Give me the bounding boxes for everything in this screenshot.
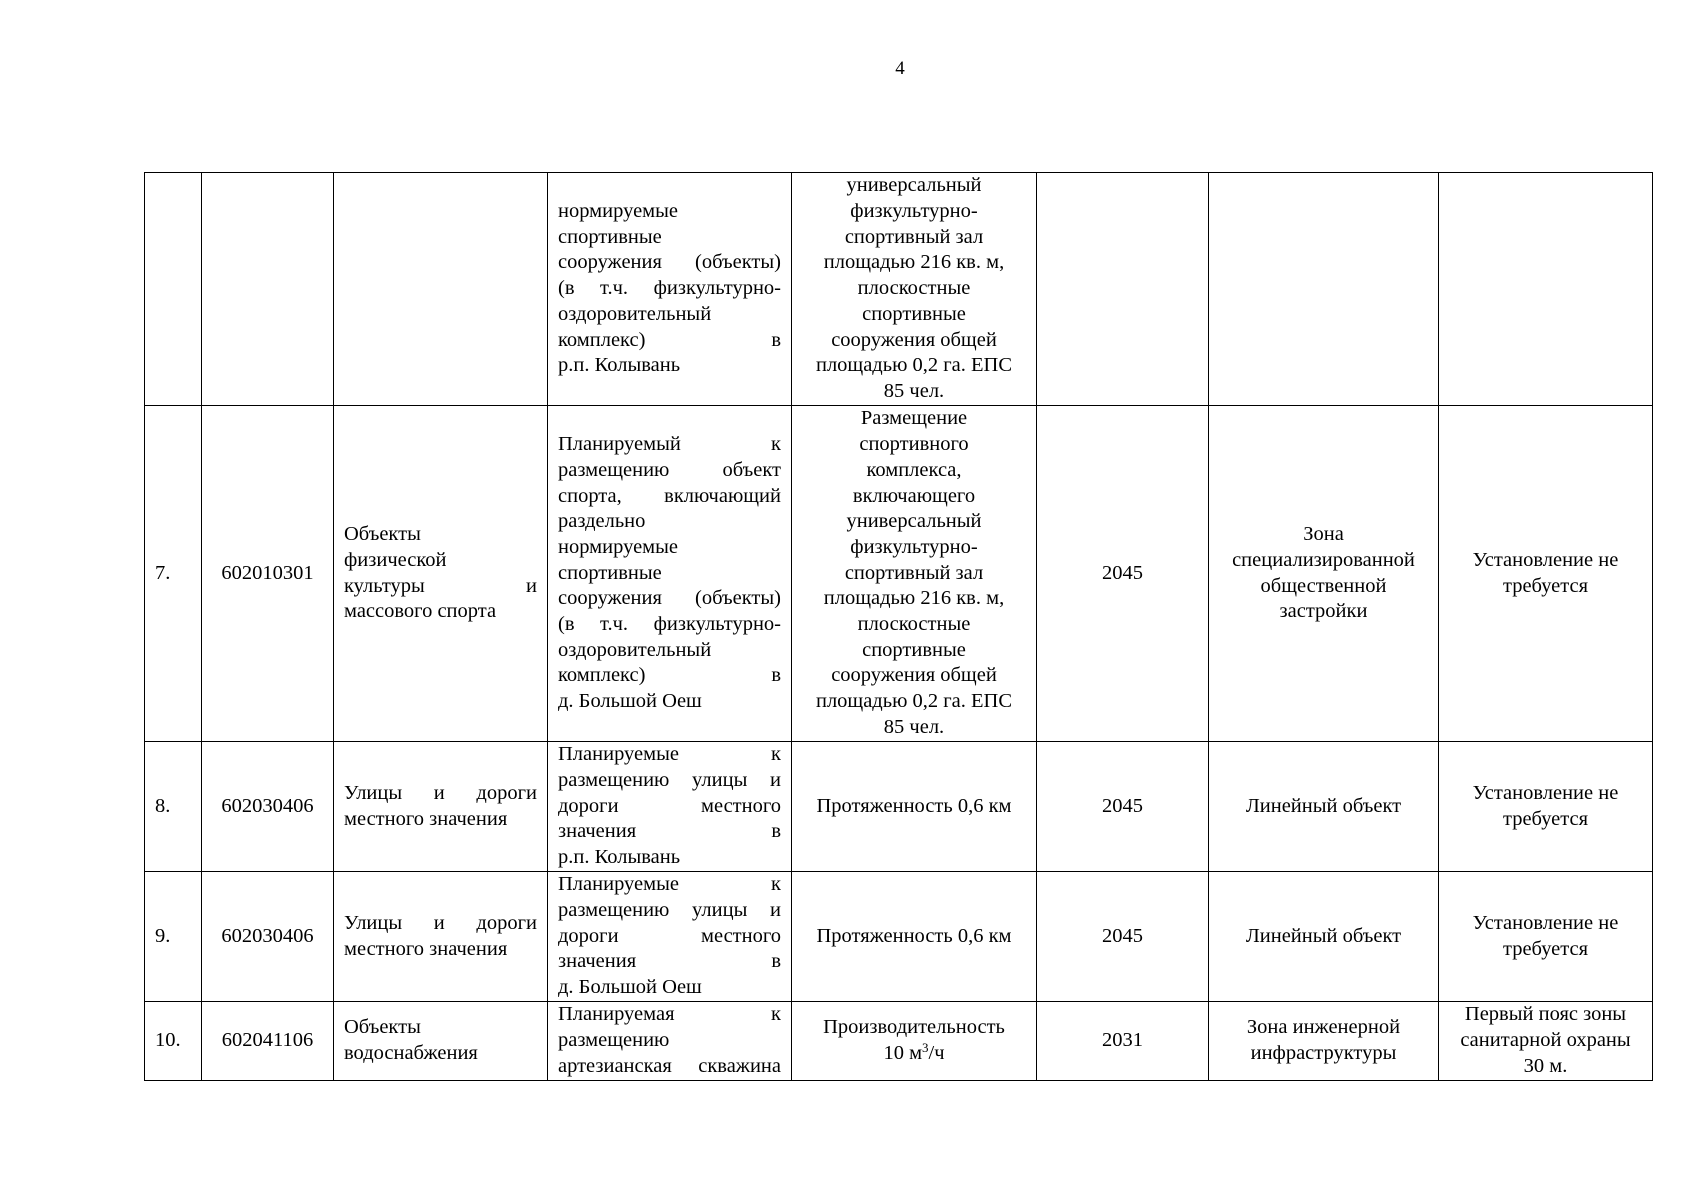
realization-year-cell: 2031 bbox=[1037, 1002, 1209, 1081]
table-row bbox=[145, 406, 1653, 742]
object-parameters-cell bbox=[792, 742, 1037, 872]
object-code-cell bbox=[202, 173, 334, 406]
object-parameters-cell bbox=[792, 872, 1037, 1002]
cell-line: д. Большой Оеш bbox=[558, 976, 702, 999]
cell-line: (в т.ч. физкультурно- bbox=[558, 277, 781, 300]
cell-line: Планируемые к bbox=[558, 873, 781, 896]
object-code-cell: 602041106 bbox=[202, 1002, 334, 1081]
param-value: 10 м bbox=[883, 1042, 923, 1064]
cell-line: общественной bbox=[1260, 574, 1387, 597]
cell-line: д. Большой Оеш bbox=[558, 690, 702, 713]
cell-line: Установление не bbox=[1472, 781, 1619, 804]
cell-line: застройки bbox=[1279, 600, 1368, 623]
cell-line: требуется bbox=[1502, 807, 1589, 830]
cell-line: р.п. Колывань bbox=[558, 354, 681, 377]
param-line bbox=[802, 1041, 1026, 1067]
cell-line: водоснабжения bbox=[344, 1042, 478, 1064]
object-type-cell bbox=[334, 406, 548, 742]
protection-zone-cell bbox=[1439, 173, 1653, 406]
row-number-cell: 9. bbox=[145, 872, 202, 1002]
protection-zone-cell bbox=[1439, 742, 1653, 872]
cell-line: местного значения bbox=[344, 937, 508, 960]
cell-line: Планируемые к bbox=[558, 743, 781, 766]
protection-zone-cell bbox=[1439, 1002, 1653, 1081]
cell-line: универсальный bbox=[846, 510, 982, 533]
cell-line: плоскостные bbox=[857, 277, 971, 300]
cell-line: дороги местного bbox=[558, 924, 781, 947]
object-code-cell: 602030406 bbox=[202, 872, 334, 1002]
functional-zone-cell bbox=[1209, 1002, 1439, 1081]
cell-line: спортивный зал bbox=[844, 225, 984, 248]
cell-line: инфраструктуры bbox=[1250, 1042, 1397, 1064]
cell-line: размещению улицы и bbox=[558, 898, 781, 921]
row-number-cell: 7. bbox=[145, 406, 202, 742]
object-parameters-cell bbox=[792, 406, 1037, 742]
row-number-cell bbox=[145, 173, 202, 406]
functional-zone-cell bbox=[1209, 406, 1439, 742]
object-type-cell bbox=[334, 173, 548, 406]
object-parameters-cell bbox=[792, 1002, 1037, 1081]
table-row bbox=[145, 742, 1653, 872]
cell-line: значения в bbox=[558, 950, 781, 973]
cell-line: комплекс) в bbox=[558, 664, 781, 687]
cell-line: физической bbox=[344, 548, 447, 571]
cell-line: оздоровительный bbox=[558, 302, 712, 325]
cell-line: Линейный объект bbox=[1245, 794, 1402, 817]
object-description-cell bbox=[548, 742, 792, 872]
cell-line: Зона инженерной bbox=[1246, 1016, 1401, 1039]
cell-line: Линейный объект bbox=[1245, 924, 1402, 947]
object-parameters-cell bbox=[792, 173, 1037, 406]
cell-line: площадью 0,2 га. ЕПС bbox=[815, 354, 1013, 377]
cell-line: санитарной охраны bbox=[1460, 1029, 1631, 1052]
cell-line: 85 чел. bbox=[883, 715, 945, 738]
protection-zone-cell bbox=[1439, 406, 1653, 742]
realization-year-cell: 2045 bbox=[1037, 742, 1209, 872]
cell-line: сооружения общей bbox=[831, 664, 997, 687]
cell-line: Улицы и дороги bbox=[344, 911, 537, 934]
cell-line: Протяженность 0,6 км bbox=[816, 794, 1012, 817]
cell-line: размещению улицы и bbox=[558, 768, 781, 791]
cell-line: массового спорта bbox=[344, 600, 497, 623]
cell-line: специализированной bbox=[1232, 548, 1415, 571]
cell-line: спорта, включающий bbox=[558, 484, 781, 507]
functional-zone-cell bbox=[1209, 742, 1439, 872]
cell-line: комплекс) в bbox=[558, 328, 781, 351]
cell-line: физкультурно- bbox=[850, 535, 978, 558]
row-number-cell: 8. bbox=[145, 742, 202, 872]
table-row bbox=[145, 872, 1653, 1002]
cell-line: сооружения (объекты) bbox=[558, 251, 781, 274]
realization-year-cell: 2045 bbox=[1037, 406, 1209, 742]
realization-year-cell bbox=[1037, 173, 1209, 406]
cell-line: Улицы и дороги bbox=[344, 781, 537, 804]
object-description-cell bbox=[548, 872, 792, 1002]
cell-line: Размещение bbox=[860, 407, 968, 430]
cell-line: спортивный зал bbox=[844, 561, 984, 584]
cell-line: (в т.ч. физкультурно- bbox=[558, 613, 781, 636]
object-description-cell bbox=[548, 1002, 792, 1081]
cell-line: спортивные bbox=[862, 302, 966, 325]
cell-line: Установление не bbox=[1472, 911, 1619, 934]
cell-line: спортивные bbox=[558, 561, 662, 584]
object-type-cell bbox=[334, 872, 548, 1002]
param-line: Производительность bbox=[823, 1016, 1005, 1039]
cell-line: артезианская скважина bbox=[558, 1054, 781, 1077]
object-type-cell bbox=[334, 742, 548, 872]
param-unit: /ч bbox=[928, 1042, 945, 1064]
realization-year-cell: 2045 bbox=[1037, 872, 1209, 1002]
table-row bbox=[145, 173, 1653, 406]
functional-zone-cell bbox=[1209, 173, 1439, 406]
cell-line: требуется bbox=[1502, 937, 1589, 960]
cell-line: размещению bbox=[558, 1029, 670, 1052]
cell-line: Установление не bbox=[1472, 548, 1619, 571]
object-code-cell: 602010301 bbox=[202, 406, 334, 742]
cell-line: комплекса, bbox=[866, 458, 962, 481]
cell-line: оздоровительный bbox=[558, 638, 712, 661]
cell-line: требуется bbox=[1502, 574, 1589, 597]
cell-line: раздельно bbox=[558, 510, 646, 533]
cell-line: нормируемые bbox=[558, 200, 679, 223]
cell-line: местного значения bbox=[344, 807, 508, 830]
cell-line: размещению объект bbox=[558, 458, 781, 481]
cell-line: площадью 216 кв. м, bbox=[823, 587, 1005, 610]
object-code-cell: 602030406 bbox=[202, 742, 334, 872]
object-description-cell bbox=[548, 406, 792, 742]
cell-line: физкультурно- bbox=[850, 200, 978, 223]
functional-zone-cell bbox=[1209, 872, 1439, 1002]
param-superscript: 3 bbox=[922, 1040, 929, 1055]
protection-zone-cell bbox=[1439, 872, 1653, 1002]
cell-line: Планируемая к bbox=[558, 1003, 781, 1026]
cell-line: Планируемый к bbox=[558, 433, 781, 456]
cell-line: р.п. Колывань bbox=[558, 846, 681, 869]
cell-line: Первый пояс зоны bbox=[1464, 1003, 1627, 1026]
cell-line: сооружения (объекты) bbox=[558, 587, 781, 610]
cell-line: спортивные bbox=[862, 638, 966, 661]
cell-line: 85 чел. bbox=[883, 379, 945, 402]
cell-line: Зона bbox=[1303, 523, 1344, 546]
cell-line: площадью 0,2 га. ЕПС bbox=[815, 690, 1013, 713]
cell-line: спортивного bbox=[859, 433, 969, 456]
page-number: 4 bbox=[895, 58, 905, 79]
cell-line: нормируемые bbox=[558, 535, 679, 558]
cell-line: универсальный bbox=[846, 174, 982, 197]
cell-line: сооружения общей bbox=[831, 328, 997, 351]
planned-objects-table bbox=[144, 172, 1653, 1081]
row-number-cell: 10. bbox=[145, 1002, 202, 1081]
cell-line: площадью 216 кв. м, bbox=[823, 251, 1005, 274]
cell-line: значения в bbox=[558, 820, 781, 843]
cell-line: спортивные bbox=[558, 225, 662, 248]
object-type-cell bbox=[334, 1002, 548, 1081]
cell-line: Протяженность 0,6 км bbox=[816, 924, 1012, 947]
cell-line: включающего bbox=[852, 484, 976, 507]
cell-line: дороги местного bbox=[558, 794, 781, 817]
object-description-cell bbox=[548, 173, 792, 406]
cell-line: культуры и bbox=[344, 574, 537, 597]
cell-line: Объекты bbox=[344, 523, 421, 546]
cell-line: 30 м. bbox=[1523, 1054, 1568, 1077]
cell-line: плоскостные bbox=[857, 613, 971, 636]
table-row bbox=[145, 1002, 1653, 1081]
cell-line: Объекты bbox=[344, 1016, 421, 1039]
